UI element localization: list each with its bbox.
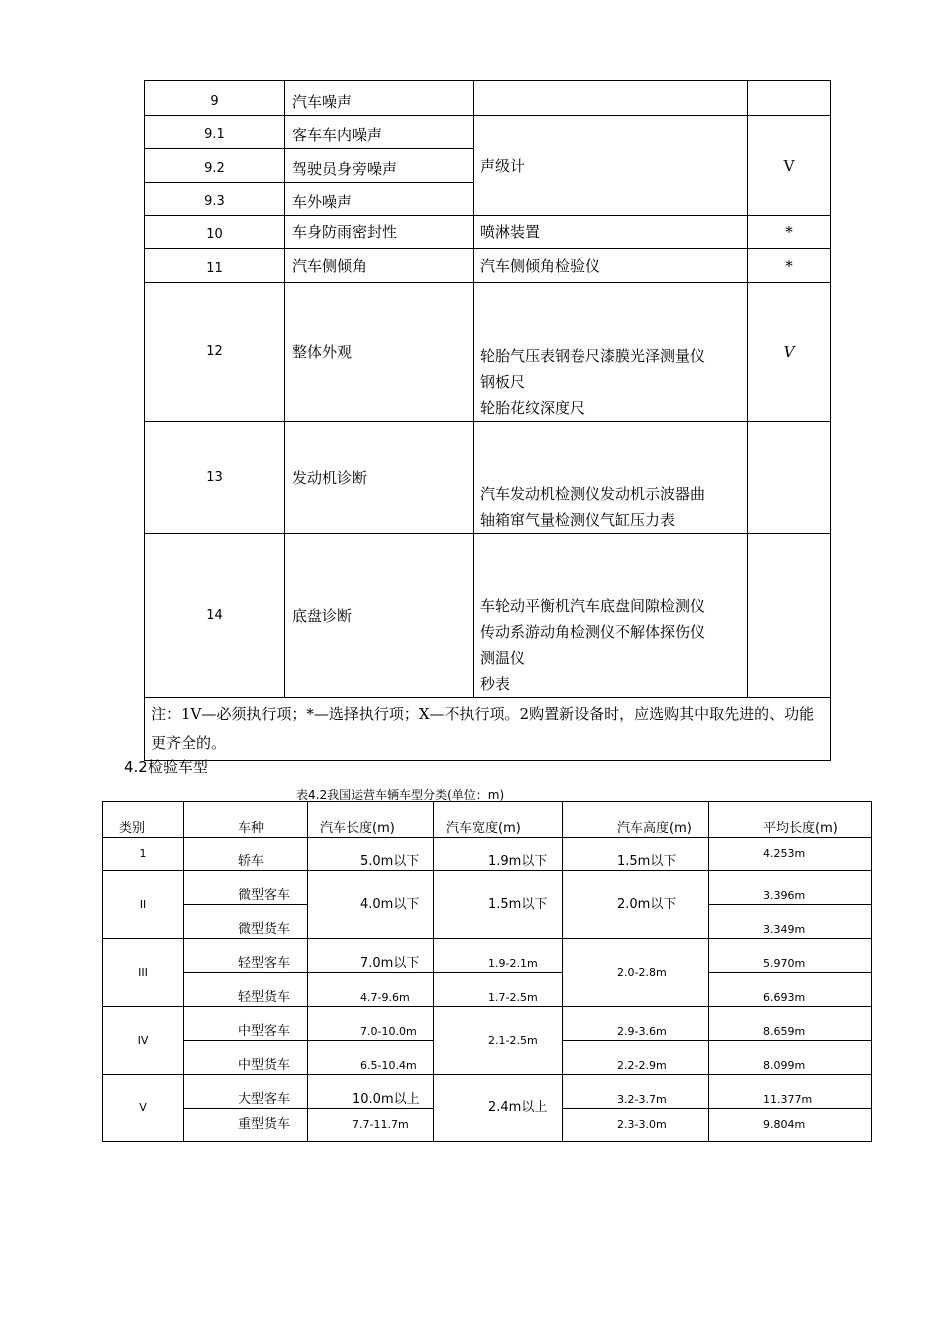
item-name [285, 81, 474, 116]
mark-cell [748, 283, 831, 422]
equipment-cell [474, 534, 748, 698]
equipment-cell [474, 283, 748, 422]
table-header-row [103, 802, 872, 838]
width-cell: 1.5m以下 [434, 871, 563, 939]
equipment-line: 汽车发动机检测仪发动机示波器曲 [480, 485, 706, 503]
item-number [145, 283, 285, 422]
item-number [145, 534, 285, 698]
header-category: 类别 [103, 802, 184, 838]
vehicle-type-cell: 中型客车 [184, 1007, 308, 1041]
equipment-line: 轴箱窜气量检测仪气缸压力表 [480, 511, 676, 529]
height-cell: 2.3-3.0m [563, 1109, 709, 1142]
equipment-line: 轮胎花纹深度尺 [480, 399, 586, 417]
length-cell: 7.0m以下 [308, 939, 434, 973]
width-cell: 1.9m以下 [434, 838, 563, 871]
item-name-text: 汽车侧倾角 [292, 256, 368, 275]
mark-cell [748, 422, 831, 534]
category-cell: 1 [103, 838, 184, 871]
height-cell: 2.2-2.9m [563, 1041, 709, 1075]
table-row [103, 973, 872, 1007]
equipment-text: 声级计 [480, 156, 526, 175]
avg-length-cell: 3.396m [709, 871, 872, 905]
item-number [145, 81, 285, 116]
height-cell: 2.9-3.6m [563, 1007, 709, 1041]
category-cell: IV [103, 1007, 184, 1075]
length-cell: 7.0-10.0m [308, 1007, 434, 1041]
height-cell: 3.2-3.7m [563, 1075, 709, 1109]
mark-cell [748, 534, 831, 698]
item-name [285, 116, 474, 149]
vehicle-type-cell: 微型货车 [184, 905, 308, 939]
item-name [285, 534, 474, 698]
item-number [145, 422, 285, 534]
header-type: 车种 [184, 802, 308, 838]
mark-cell [748, 81, 831, 116]
item-number-text: 13 [206, 469, 223, 485]
item-name-text: 车身防雨密封性 [292, 223, 398, 241]
height-cell: 2.0m以下 [563, 871, 709, 939]
width-cell: 1.9-2.1m [434, 939, 563, 973]
equipment-line: 车轮动平衡机汽车底盘间隙检测仪 [480, 597, 706, 615]
table-row [145, 249, 831, 283]
category-cell: II [103, 871, 184, 939]
table-row [145, 422, 831, 534]
mark-text: * [785, 256, 793, 275]
category-cell: III [103, 939, 184, 1007]
mark-text: V [783, 343, 795, 361]
mark-cell [748, 216, 831, 249]
table-row [103, 1075, 872, 1109]
equipment-line: 秒表 [480, 675, 511, 693]
category-cell: V [103, 1075, 184, 1142]
vehicle-type-cell: 重型货车 [184, 1109, 308, 1142]
table-row [145, 283, 831, 422]
item-name-text: 整体外观 [292, 343, 353, 361]
item-name [285, 249, 474, 283]
item-number [145, 216, 285, 249]
equipment-cell [474, 81, 748, 116]
item-number [145, 116, 285, 149]
section-heading: 4.2检验车型 [124, 758, 208, 776]
width-cell: 2.1-2.5m [434, 1007, 563, 1075]
vehicle-type-cell: 轿车 [184, 838, 308, 871]
mark-cell [748, 116, 831, 216]
item-name-text: 发动机诊断 [292, 468, 368, 487]
table-row [145, 534, 831, 698]
item-name-text: 汽车噪声 [292, 93, 353, 111]
item-number-text: 9.3 [204, 194, 225, 209]
inspection-equipment-table [144, 80, 831, 761]
equipment-cell [474, 249, 748, 283]
item-number-text: 9.2 [204, 161, 225, 176]
length-cell: 4.7-9.6m [308, 973, 434, 1007]
vehicle-type-cell: 大型客车 [184, 1075, 308, 1109]
length-cell: 10.0m以上 [308, 1075, 434, 1109]
avg-length-cell: 8.099m [709, 1041, 872, 1075]
avg-length-cell: 11.377m [709, 1075, 872, 1109]
item-number-text: 9 [210, 94, 219, 109]
equipment-line: 轮胎气压表钢卷尺漆膜光泽测量仪 [480, 347, 706, 365]
mark-text: * [785, 223, 793, 241]
table-row [145, 81, 831, 116]
item-name [285, 422, 474, 534]
height-cell: 2.0-2.8m [563, 939, 709, 1007]
table-note: 注：1V—必须执行项；*—选择执行项；X—不执行项。2购置新设备时，应选购其中取先进的、功能更齐全的。 [145, 698, 831, 761]
width-cell: 1.7-2.5m [434, 973, 563, 1007]
avg-length-cell: 6.693m [709, 973, 872, 1007]
item-name-text: 驾驶员身旁噪声 [292, 160, 398, 178]
length-cell: 7.7-11.7m [308, 1109, 434, 1142]
table-row [145, 216, 831, 249]
length-cell: 4.0m以下 [308, 871, 434, 939]
vehicle-type-cell: 轻型客车 [184, 939, 308, 973]
equipment-cell [474, 116, 748, 216]
table-row [103, 939, 872, 973]
table-row [103, 1007, 872, 1041]
header-length: 汽车长度(m) [308, 802, 434, 838]
item-name [285, 216, 474, 249]
width-cell: 2.4m以上 [434, 1075, 563, 1142]
item-number [145, 149, 285, 183]
table-row [145, 116, 831, 149]
item-number-text: 11 [206, 261, 223, 276]
height-cell: 1.5m以下 [563, 838, 709, 871]
mark-cell [748, 249, 831, 283]
avg-length-cell: 9.804m [709, 1109, 872, 1142]
avg-length-cell: 8.659m [709, 1007, 872, 1041]
length-cell: 5.0m以下 [308, 838, 434, 871]
equipment-line: 测温仪 [480, 649, 526, 667]
vehicle-type-cell: 微型客车 [184, 871, 308, 905]
item-name [285, 283, 474, 422]
avg-length-cell: 4.253m [709, 838, 872, 871]
item-number [145, 183, 285, 216]
item-name-text: 车外噪声 [292, 193, 353, 211]
table-row [103, 871, 872, 905]
item-number-text: 9.1 [204, 127, 225, 142]
header-avg-length: 平均长度(m) [709, 802, 872, 838]
header-width: 汽车宽度(m) [434, 802, 563, 838]
item-name [285, 149, 474, 183]
table-row [103, 838, 872, 871]
item-number-text: 14 [206, 607, 223, 623]
equipment-text: 喷淋装置 [480, 223, 541, 241]
item-name [285, 183, 474, 216]
equipment-line: 传动系游动角检测仪不解体探伤仪 [480, 623, 706, 641]
vehicle-type-table [102, 801, 872, 1142]
header-height: 汽车高度(m) [563, 802, 709, 838]
item-name-text: 客车车内噪声 [292, 126, 383, 144]
equipment-line: 钢板尺 [480, 373, 526, 391]
item-number-text: 12 [206, 344, 223, 359]
equipment-text: 汽车侧倾角检验仪 [480, 256, 601, 275]
table-row [145, 698, 831, 761]
vehicle-type-cell: 轻型货车 [184, 973, 308, 1007]
table-caption: 表4.2我国运营车辆车型分类(单位：m) [296, 788, 505, 802]
length-cell: 6.5-10.4m [308, 1041, 434, 1075]
item-number [145, 249, 285, 283]
avg-length-cell: 5.970m [709, 939, 872, 973]
avg-length-cell: 3.349m [709, 905, 872, 939]
equipment-cell [474, 422, 748, 534]
vehicle-type-cell: 中型货车 [184, 1041, 308, 1075]
item-name-text: 底盘诊断 [292, 606, 353, 625]
item-number-text: 10 [206, 227, 223, 242]
equipment-cell [474, 216, 748, 249]
mark-text: V [783, 156, 795, 175]
